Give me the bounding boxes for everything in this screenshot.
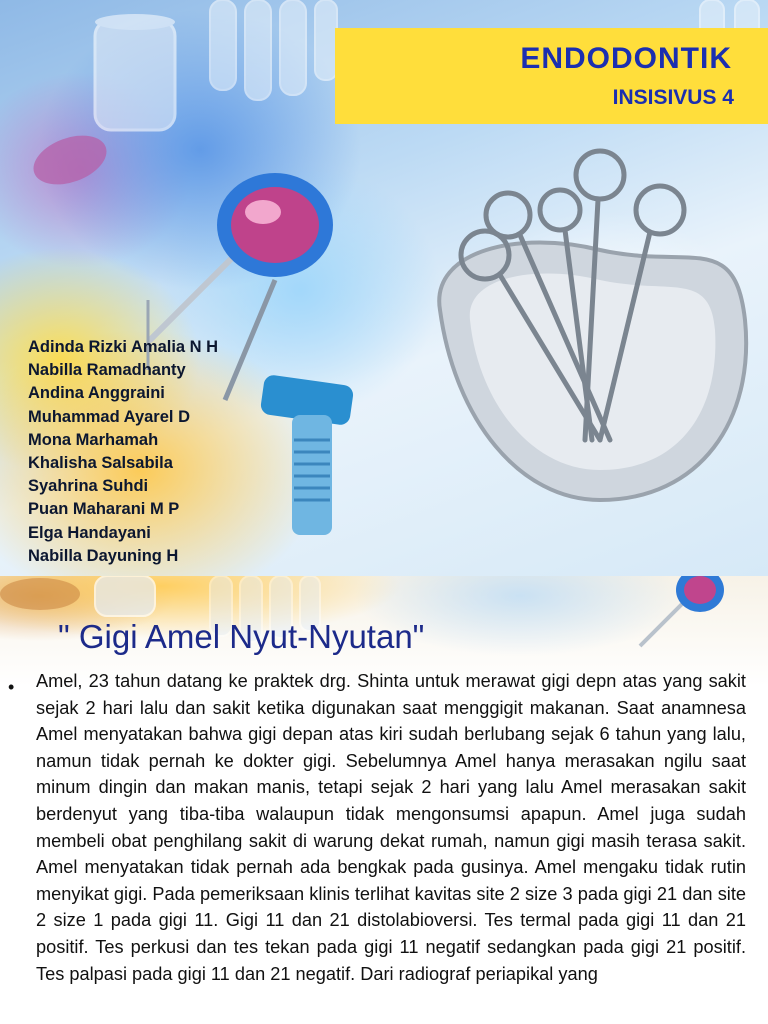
bullet-marker: • xyxy=(8,677,15,697)
author-name: Khalisha Salsabila xyxy=(28,454,173,473)
case-title: " Gigi Amel Nyut-Nyutan" xyxy=(58,618,425,655)
presentation-subtitle: INSISIVUS 4 xyxy=(612,86,734,109)
author-name: Andina Anggraini xyxy=(28,384,165,403)
author-name: Nabilla Dayuning H xyxy=(28,546,179,565)
author-name: Nabilla Ramadhanty xyxy=(28,361,186,380)
title-banner xyxy=(335,28,768,124)
author-name: Syahrina Suhdi xyxy=(28,477,149,496)
presentation-title: ENDODONTIK xyxy=(520,42,732,75)
author-name: Mona Marhamah xyxy=(28,430,159,449)
author-name: Muhammad Ayarel D xyxy=(28,407,190,426)
author-name: Puan Maharani M P xyxy=(28,500,180,519)
author-list xyxy=(28,336,218,568)
case-description: Amel, 23 tahun datang ke praktek drg. Shinta untuk merawat gigi depn atas yang sakit sejak 2 hari lalu dan sakit ketika digunakan saat menggigit makanan. Saat anamnesa Amel menyatakan bahwa gigi depan atas kiri sudah berlubang sejak 6 tahun yang lalu, namun tidak pernah ke dokter gigi. Sebelumnya Amel hanya merasakan ngilu saat minum dingin dan makan manis, tetapi sejak 2 hari yang lalu Amel merasakan sakit berdenyut yang tiba-tiba walaupun tidak mengonsumsi apapun. Amel juga sudah membeli obat penghilang sakit di warung dekat rumah, namun gigi masih terasa sakit. Amel menyatakan tidak pernah ada bengkak pada gusinya. Amel mengaku tidak rutin menyikat gigi. Pada pemeriksaan klinis terlihat kavitas site 2 size 3 pada gigi 21 dan site 2 size 1 pada gigi 11. Gigi 11 dan 21 distolabioversi. Tes termal pada gigi 11 dan 21 positif. Tes perkusi dan tes tekan pada gigi 11 negatif sedangkan pada gigi 21 positif. Tes palpasi pada gigi 11 dan 21 negatif. Dari radiograf periapikal yang xyxy=(36,671,746,984)
author-name: Elga Handayani xyxy=(28,523,151,542)
author-name: Adinda Rizki Amalia N H xyxy=(28,338,219,356)
case-slide xyxy=(0,576,768,1024)
